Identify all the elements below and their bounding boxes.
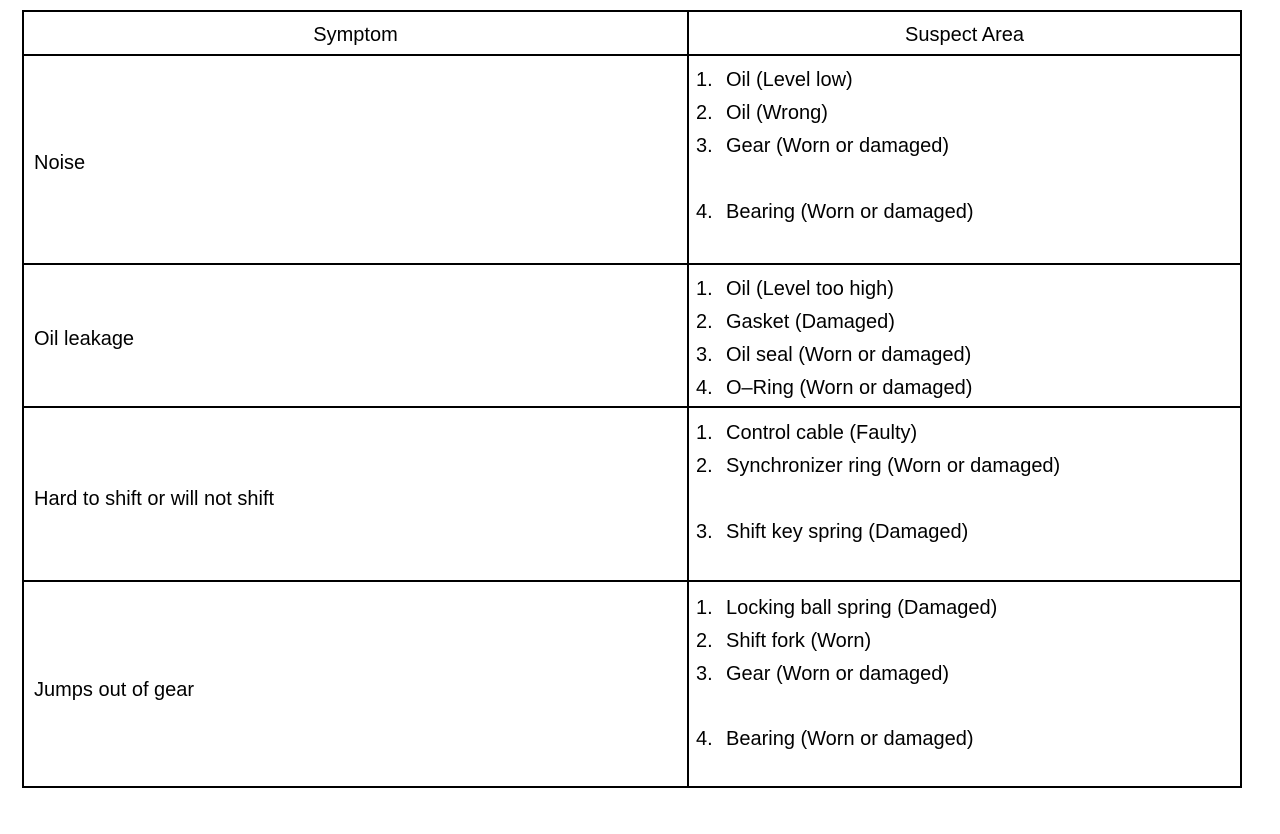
list-item: 4. Bearing (Worn or damaged) bbox=[696, 728, 974, 750]
list-item: 1. Control cable (Faulty) bbox=[696, 422, 918, 444]
row-divider bbox=[24, 263, 1240, 265]
row-divider bbox=[24, 580, 1240, 582]
symptom-hard-to-shift: Hard to shift or will not shift bbox=[34, 488, 275, 510]
list-item: 4. O–Ring (Worn or damaged) bbox=[696, 377, 973, 399]
header-symptom: Symptom bbox=[313, 24, 398, 46]
header-suspect-area: Suspect Area bbox=[905, 24, 1024, 46]
list-item: 3. Gear (Worn or damaged) bbox=[696, 135, 950, 157]
symptom-oil-leakage: Oil leakage bbox=[34, 328, 135, 350]
list-item: 2. Gasket (Damaged) bbox=[696, 311, 895, 333]
list-item: 3. Oil seal (Worn or damaged) bbox=[696, 344, 972, 366]
symptom-jumps-out-of-gear: Jumps out of gear bbox=[34, 679, 195, 701]
troubleshooting-table bbox=[22, 10, 1242, 788]
row-divider bbox=[24, 406, 1240, 408]
list-item: 4. Bearing (Worn or damaged) bbox=[696, 201, 974, 223]
header-divider bbox=[24, 54, 1240, 56]
list-item: 2. Shift fork (Worn) bbox=[696, 630, 872, 652]
list-item: 2. Synchronizer ring (Worn or damaged) bbox=[696, 455, 1061, 477]
list-item: 1. Oil (Level too high) bbox=[696, 278, 894, 300]
list-item: 2. Oil (Wrong) bbox=[696, 102, 828, 124]
column-divider bbox=[687, 12, 689, 786]
symptom-noise: Noise bbox=[34, 152, 86, 174]
list-item: 3. Gear (Worn or damaged) bbox=[696, 663, 950, 685]
list-item: 3. Shift key spring (Damaged) bbox=[696, 521, 969, 543]
list-item: 1. Locking ball spring (Damaged) bbox=[696, 597, 998, 619]
list-item: 1. Oil (Level low) bbox=[696, 69, 853, 91]
